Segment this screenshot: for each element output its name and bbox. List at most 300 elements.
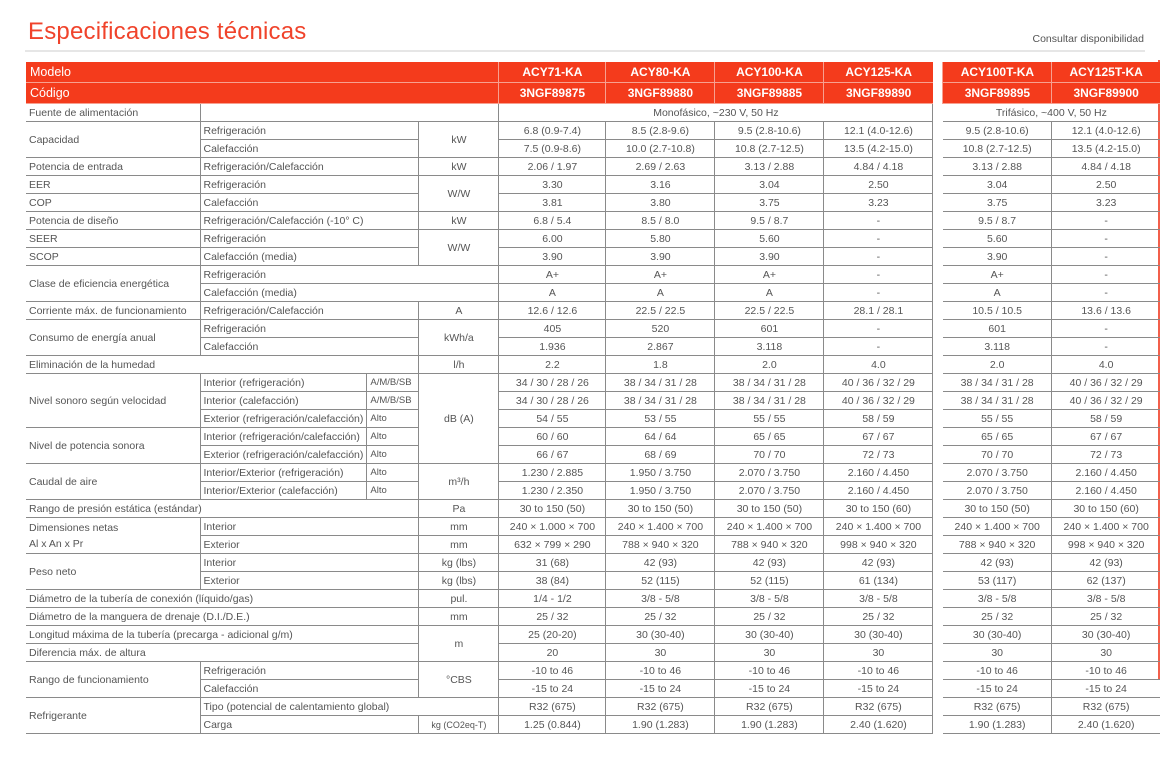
value-cell: 5.60 xyxy=(943,230,1052,248)
unit-cell: dB (A) xyxy=(419,374,499,464)
value-cell: 30 xyxy=(606,644,715,662)
value-cell: 54 / 55 xyxy=(499,410,606,428)
value-cell: 3.90 xyxy=(499,248,606,266)
row-label xyxy=(26,518,200,554)
value-cell: 9.5 / 8.7 xyxy=(943,212,1052,230)
row-sublabel: Carga xyxy=(200,716,419,734)
model-row xyxy=(26,62,1160,83)
spec-row xyxy=(26,626,1160,644)
value-cell: 2.070 / 3.750 xyxy=(943,482,1052,500)
value-cell: 3.118 xyxy=(943,338,1052,356)
value-cell: 10.0 (2.7-10.8) xyxy=(606,140,715,158)
value-cell: 22.5 / 22.5 xyxy=(606,302,715,320)
row-label: Diferencia máx. de altura xyxy=(26,644,419,662)
value-cell: A+ xyxy=(499,266,606,284)
value-cell: 9.5 (2.8-10.6) xyxy=(715,122,824,140)
value-cell: - xyxy=(824,284,933,302)
value-cell: 25 / 32 xyxy=(606,608,715,626)
value-cell: 3.13 / 2.88 xyxy=(715,158,824,176)
value-cell: 30 (30-40) xyxy=(943,626,1052,644)
unit-cell: pul. xyxy=(419,590,499,608)
value-cell: 58 / 59 xyxy=(1052,410,1160,428)
row-label: Rango de presión estática (estándar) xyxy=(26,500,419,518)
value-cell: 38 / 34 / 31 / 28 xyxy=(606,392,715,410)
column-gap xyxy=(933,248,943,266)
row-sublabel: Interior (refrigeración/calefacción) xyxy=(200,428,367,446)
value-cell: A+ xyxy=(943,266,1052,284)
value-cell: 28.1 / 28.1 xyxy=(824,302,933,320)
column-gap xyxy=(933,590,943,608)
row-sublabel: Interior/Exterior (refrigeración) xyxy=(200,464,367,482)
row-sublabel: Calefacción xyxy=(200,140,419,158)
spec-row xyxy=(26,176,1160,194)
value-cell: - xyxy=(1052,266,1160,284)
column-gap xyxy=(933,158,943,176)
value-cell: 42 (93) xyxy=(606,554,715,572)
model-name: ACY100-KA xyxy=(715,62,824,83)
unit-cell: °CBS xyxy=(419,662,499,698)
value-cell: 2.160 / 4.450 xyxy=(1052,482,1160,500)
value-cell: 53 / 55 xyxy=(606,410,715,428)
value-cell: 3.90 xyxy=(943,248,1052,266)
value-cell: 30 (30-40) xyxy=(1052,626,1160,644)
row-condition: Alto xyxy=(367,428,419,446)
value-cell: 6.00 xyxy=(499,230,606,248)
value-cell: -10 to 46 xyxy=(499,662,606,680)
row-label: Diámetro de la tubería de conexión (líquido/gas) xyxy=(26,590,419,608)
value-cell: 9.5 (2.8-10.6) xyxy=(943,122,1052,140)
row-sublabel: Calefacción xyxy=(200,338,419,356)
value-cell: 10.5 / 10.5 xyxy=(943,302,1052,320)
column-gap xyxy=(933,518,943,536)
value-cell: 30 xyxy=(943,644,1052,662)
spec-row xyxy=(26,428,1160,446)
unit-cell: kg (lbs) xyxy=(419,554,499,572)
column-gap xyxy=(933,662,943,680)
value-cell: 2.40 (1.620) xyxy=(824,716,933,734)
value-cell: - xyxy=(824,248,933,266)
value-cell: 2.2 xyxy=(499,356,606,374)
column-gap xyxy=(933,500,943,518)
column-gap xyxy=(933,83,943,104)
power-single-phase: Monofásico, ~230 V, 50 Hz xyxy=(499,104,933,122)
value-cell: 25 / 32 xyxy=(499,608,606,626)
row-sublabel: Refrigeración xyxy=(200,122,419,140)
row-sublabel: Interior xyxy=(200,518,419,536)
column-gap xyxy=(933,284,943,302)
row-label: Longitud máxima de la tubería (precarga - adicional g/m) xyxy=(26,626,419,644)
value-cell: 520 xyxy=(606,320,715,338)
unit-cell: m³/h xyxy=(419,464,499,500)
row-condition: Alto xyxy=(367,410,419,428)
column-gap xyxy=(933,374,943,392)
column-gap xyxy=(933,62,943,83)
column-gap xyxy=(933,716,943,734)
value-cell: 4.84 / 4.18 xyxy=(1052,158,1160,176)
row-sublabel: Tipo (potencial de calentamiento global) xyxy=(200,698,499,716)
row-label: Fuente de alimentación xyxy=(26,104,200,122)
value-cell: 66 / 67 xyxy=(499,446,606,464)
value-cell: 1.25 (0.844) xyxy=(499,716,606,734)
row-condition: A/M/B/SB xyxy=(367,374,419,392)
value-cell: - xyxy=(824,212,933,230)
value-cell: 1.90 (1.283) xyxy=(606,716,715,734)
value-cell: 25 / 32 xyxy=(1052,608,1160,626)
value-cell: 3.75 xyxy=(715,194,824,212)
spec-row xyxy=(26,230,1160,248)
row-condition: Alto xyxy=(367,464,419,482)
value-cell: 8.5 (2.8-9.6) xyxy=(606,122,715,140)
value-cell: 40 / 36 / 32 / 29 xyxy=(1052,374,1160,392)
value-cell: 788 × 940 × 320 xyxy=(606,536,715,554)
value-cell: 40 / 36 / 32 / 29 xyxy=(824,392,933,410)
row-sublabel: Calefacción (media) xyxy=(200,248,419,266)
value-cell: 30 (30-40) xyxy=(606,626,715,644)
value-cell: 3.30 xyxy=(499,176,606,194)
column-gap xyxy=(933,626,943,644)
value-cell: 31 (68) xyxy=(499,554,606,572)
row-label: EER xyxy=(26,176,200,194)
column-gap xyxy=(933,464,943,482)
value-cell: 55 / 55 xyxy=(943,410,1052,428)
column-gap xyxy=(933,122,943,140)
unit-cell: kWh/a xyxy=(419,320,499,356)
value-cell: 2.0 xyxy=(943,356,1052,374)
value-cell: -15 to 24 xyxy=(943,680,1052,698)
model-name: ACY71-KA xyxy=(499,62,606,83)
value-cell: 2.160 / 4.450 xyxy=(824,482,933,500)
value-cell: 2.69 / 2.63 xyxy=(606,158,715,176)
column-gap xyxy=(933,338,943,356)
column-gap xyxy=(933,230,943,248)
value-cell: A+ xyxy=(715,266,824,284)
value-cell: 6.8 / 5.4 xyxy=(499,212,606,230)
column-gap xyxy=(933,572,943,590)
column-gap xyxy=(933,482,943,500)
unit-cell: W/W xyxy=(419,176,499,212)
value-cell: 240 × 1.400 × 700 xyxy=(606,518,715,536)
row-sublabel: Refrigeración xyxy=(200,266,499,284)
unit-cell: mm xyxy=(419,608,499,626)
value-cell: 2.50 xyxy=(824,176,933,194)
column-gap xyxy=(933,554,943,572)
column-gap xyxy=(933,266,943,284)
column-gap xyxy=(933,392,943,410)
row-label: SCOP xyxy=(26,248,200,266)
value-cell: 1.936 xyxy=(499,338,606,356)
model-name: ACY100T-KA xyxy=(943,62,1052,83)
consult-availability-link[interactable]: Consultar disponibilidad xyxy=(1032,33,1144,45)
column-gap xyxy=(933,410,943,428)
column-gap xyxy=(933,176,943,194)
value-cell: 240 × 1.400 × 700 xyxy=(824,518,933,536)
value-cell: 60 / 60 xyxy=(499,428,606,446)
unit-cell: m xyxy=(419,626,499,662)
value-cell: 13.6 / 13.6 xyxy=(1052,302,1160,320)
value-cell: 34 / 30 / 28 / 26 xyxy=(499,392,606,410)
value-cell: 25 (20-20) xyxy=(499,626,606,644)
value-cell: 3.81 xyxy=(499,194,606,212)
value-cell: 30 xyxy=(1052,644,1160,662)
column-gap xyxy=(933,302,943,320)
value-cell: 72 / 73 xyxy=(824,446,933,464)
row-sublabel: Refrigeración xyxy=(200,662,419,680)
value-cell: 53 (117) xyxy=(943,572,1052,590)
value-cell: -10 to 46 xyxy=(1052,662,1160,680)
row-sublabel: Exterior (refrigeración/calefacción) xyxy=(200,446,367,464)
row-label: Peso neto xyxy=(26,554,200,590)
value-cell: 3.04 xyxy=(715,176,824,194)
value-cell: 38 / 34 / 31 / 28 xyxy=(715,392,824,410)
value-cell: 42 (93) xyxy=(943,554,1052,572)
row-sublabel: Interior xyxy=(200,554,419,572)
value-cell: 25 / 32 xyxy=(715,608,824,626)
value-cell: 70 / 70 xyxy=(715,446,824,464)
value-cell: A xyxy=(499,284,606,302)
value-cell: 3.90 xyxy=(715,248,824,266)
unit-cell: kW xyxy=(419,158,499,176)
value-cell: 3/8 - 5/8 xyxy=(715,590,824,608)
row-label: Rango de funcionamiento xyxy=(26,662,200,698)
value-cell: 2.0 xyxy=(715,356,824,374)
row-label: Capacidad xyxy=(26,122,200,158)
value-cell: 2.867 xyxy=(606,338,715,356)
value-cell: 12.1 (4.0-12.6) xyxy=(824,122,933,140)
row-label: Refrigerante xyxy=(26,698,200,734)
row-label: Corriente máx. de funcionamiento xyxy=(26,302,200,320)
row-sublabel: Exterior xyxy=(200,536,419,554)
column-gap xyxy=(933,194,943,212)
value-cell: 1.950 / 3.750 xyxy=(606,482,715,500)
value-cell: 64 / 64 xyxy=(606,428,715,446)
value-cell: -10 to 46 xyxy=(943,662,1052,680)
model-code: 3NGF89875 xyxy=(499,83,606,104)
spec-row xyxy=(26,158,1160,176)
column-gap xyxy=(933,428,943,446)
value-cell: 1.230 / 2.350 xyxy=(499,482,606,500)
value-cell: 30 to 150 (50) xyxy=(606,500,715,518)
row-sublabel: Refrigeración/Calefacción xyxy=(200,302,419,320)
row-label: Potencia de entrada xyxy=(26,158,200,176)
column-gap xyxy=(933,356,943,374)
model-name: ACY125-KA xyxy=(824,62,933,83)
column-gap xyxy=(933,212,943,230)
unit-cell: mm xyxy=(419,536,499,554)
value-cell: R32 (675) xyxy=(715,698,824,716)
value-cell: - xyxy=(824,230,933,248)
spec-row xyxy=(26,320,1160,338)
column-gap xyxy=(933,608,943,626)
spec-row xyxy=(26,356,1160,374)
value-cell: 65 / 65 xyxy=(715,428,824,446)
value-cell: 72 / 73 xyxy=(1052,446,1160,464)
value-cell: 42 (93) xyxy=(715,554,824,572)
value-cell: 30 to 150 (60) xyxy=(1052,500,1160,518)
code-row xyxy=(26,83,1160,104)
title-divider xyxy=(25,50,1145,52)
spec-row xyxy=(26,518,1160,536)
value-cell: 1.90 (1.283) xyxy=(715,716,824,734)
value-cell: - xyxy=(824,320,933,338)
unit-cell: l/h xyxy=(419,356,499,374)
column-gap xyxy=(933,644,943,662)
value-cell: 2.070 / 3.750 xyxy=(715,464,824,482)
value-cell: 65 / 65 xyxy=(943,428,1052,446)
empty-cell xyxy=(200,104,499,122)
value-cell: A xyxy=(606,284,715,302)
value-cell: 2.50 xyxy=(1052,176,1160,194)
model-name: ACY80-KA xyxy=(606,62,715,83)
row-sublabel: Exterior (refrigeración/calefacción) xyxy=(200,410,367,428)
value-cell: 20 xyxy=(499,644,606,662)
value-cell: 12.1 (4.0-12.6) xyxy=(1052,122,1160,140)
value-cell: 240 × 1.400 × 700 xyxy=(943,518,1052,536)
value-cell: 42 (93) xyxy=(1052,554,1160,572)
value-cell: 22.5 / 22.5 xyxy=(715,302,824,320)
spec-row xyxy=(26,644,1160,662)
value-cell: R32 (675) xyxy=(824,698,933,716)
power-supply-row xyxy=(26,104,1160,122)
row-sublabel: Refrigeración xyxy=(200,176,419,194)
value-cell: 3/8 - 5/8 xyxy=(824,590,933,608)
value-cell: 34 / 30 / 28 / 26 xyxy=(499,374,606,392)
value-cell: 40 / 36 / 32 / 29 xyxy=(824,374,933,392)
value-cell: 9.5 / 8.7 xyxy=(715,212,824,230)
value-cell: 240 × 1.400 × 700 xyxy=(715,518,824,536)
value-cell: -10 to 46 xyxy=(606,662,715,680)
row-label: Caudal de aire xyxy=(26,464,200,500)
value-cell: 2.160 / 4.450 xyxy=(824,464,933,482)
page-title: Especificaciones técnicas xyxy=(28,18,307,45)
row-label: Eliminación de la humedad xyxy=(26,356,419,374)
value-cell: 38 (84) xyxy=(499,572,606,590)
model-code: 3NGF89895 xyxy=(943,83,1052,104)
unit-cell: kg (CO2eq-T) xyxy=(419,716,499,734)
value-cell: 1.90 (1.283) xyxy=(943,716,1052,734)
row-condition: Alto xyxy=(367,482,419,500)
value-cell: 13.5 (4.2-15.0) xyxy=(1052,140,1160,158)
row-sublabel: Refrigeración/Calefacción xyxy=(200,158,419,176)
model-code: 3NGF89885 xyxy=(715,83,824,104)
value-cell: 42 (93) xyxy=(824,554,933,572)
value-cell: 2.070 / 3.750 xyxy=(715,482,824,500)
value-cell: - xyxy=(1052,284,1160,302)
value-cell: 3/8 - 5/8 xyxy=(606,590,715,608)
value-cell: 788 × 940 × 320 xyxy=(943,536,1052,554)
row-sublabel: Exterior xyxy=(200,572,419,590)
value-cell: 8.5 / 8.0 xyxy=(606,212,715,230)
column-gap xyxy=(933,536,943,554)
value-cell: R32 (675) xyxy=(943,698,1052,716)
value-cell: 5.80 xyxy=(606,230,715,248)
value-cell: 30 (30-40) xyxy=(715,626,824,644)
row-sublabel: Calefacción (media) xyxy=(200,284,499,302)
unit-cell: A xyxy=(419,302,499,320)
value-cell: 601 xyxy=(943,320,1052,338)
spec-row xyxy=(26,248,1160,266)
value-cell: 3.16 xyxy=(606,176,715,194)
value-cell: 38 / 34 / 31 / 28 xyxy=(715,374,824,392)
value-cell: 4.0 xyxy=(1052,356,1160,374)
value-cell: 3/8 - 5/8 xyxy=(943,590,1052,608)
value-cell: 30 to 150 (60) xyxy=(824,500,933,518)
unit-cell: kW xyxy=(419,212,499,230)
row-label: Potencia de diseño xyxy=(26,212,200,230)
value-cell: 67 / 67 xyxy=(1052,428,1160,446)
value-cell: 1.230 / 2.885 xyxy=(499,464,606,482)
value-cell: 70 / 70 xyxy=(943,446,1052,464)
value-cell: - xyxy=(1052,248,1160,266)
value-cell: 998 × 940 × 320 xyxy=(824,536,933,554)
value-cell: 405 xyxy=(499,320,606,338)
value-cell: 3.23 xyxy=(824,194,933,212)
value-cell: 3.118 xyxy=(715,338,824,356)
value-cell: 5.60 xyxy=(715,230,824,248)
value-cell: 30 to 150 (50) xyxy=(499,500,606,518)
value-cell: 2.40 (1.620) xyxy=(1052,716,1160,734)
value-cell: 52 (115) xyxy=(606,572,715,590)
unit-cell: kg (lbs) xyxy=(419,572,499,590)
value-cell: 62 (137) xyxy=(1052,572,1160,590)
row-label-line: Al x An x Pr xyxy=(29,537,84,550)
unit-cell: Pa xyxy=(419,500,499,518)
row-sublabel: Refrigeración xyxy=(200,230,419,248)
value-cell: 30 (30-40) xyxy=(824,626,933,644)
column-gap xyxy=(933,140,943,158)
row-sublabel: Calefacción xyxy=(200,680,419,698)
value-cell: A xyxy=(943,284,1052,302)
column-gap xyxy=(933,104,943,122)
row-label: Nivel sonoro según velocidad xyxy=(26,374,200,428)
code-label: Código xyxy=(26,83,499,104)
value-cell: 55 / 55 xyxy=(715,410,824,428)
power-three-phase: Trifásico, ~400 V, 50 Hz xyxy=(943,104,1160,122)
value-cell: 67 / 67 xyxy=(824,428,933,446)
model-code: 3NGF89880 xyxy=(606,83,715,104)
value-cell: - xyxy=(1052,230,1160,248)
value-cell: 240 × 1.000 × 700 xyxy=(499,518,606,536)
value-cell: -15 to 24 xyxy=(715,680,824,698)
value-cell: 3.04 xyxy=(943,176,1052,194)
value-cell: 3.80 xyxy=(606,194,715,212)
spec-row xyxy=(26,608,1160,626)
value-cell: 3/8 - 5/8 xyxy=(1052,590,1160,608)
value-cell: 1.950 / 3.750 xyxy=(606,464,715,482)
spec-row xyxy=(26,212,1160,230)
value-cell: 10.8 (2.7-12.5) xyxy=(715,140,824,158)
value-cell: -15 to 24 xyxy=(824,680,933,698)
value-cell: -10 to 46 xyxy=(824,662,933,680)
row-sublabel: Refrigeración/Calefacción (-10° C) xyxy=(200,212,419,230)
value-cell: - xyxy=(824,338,933,356)
spec-row xyxy=(26,698,1160,716)
row-label: SEER xyxy=(26,230,200,248)
unit-cell: kW xyxy=(419,122,499,158)
value-cell: 3.90 xyxy=(606,248,715,266)
value-cell: 2.070 / 3.750 xyxy=(943,464,1052,482)
value-cell: 30 to 150 (50) xyxy=(715,500,824,518)
spec-row xyxy=(26,266,1160,284)
value-cell: 38 / 34 / 31 / 28 xyxy=(943,392,1052,410)
value-cell: -15 to 24 xyxy=(1052,680,1160,698)
value-cell: 58 / 59 xyxy=(824,410,933,428)
value-cell: 68 / 69 xyxy=(606,446,715,464)
value-cell: 12.6 / 12.6 xyxy=(499,302,606,320)
value-cell: - xyxy=(1052,338,1160,356)
value-cell: 38 / 34 / 31 / 28 xyxy=(606,374,715,392)
value-cell: 1.8 xyxy=(606,356,715,374)
unit-cell: W/W xyxy=(419,230,499,266)
